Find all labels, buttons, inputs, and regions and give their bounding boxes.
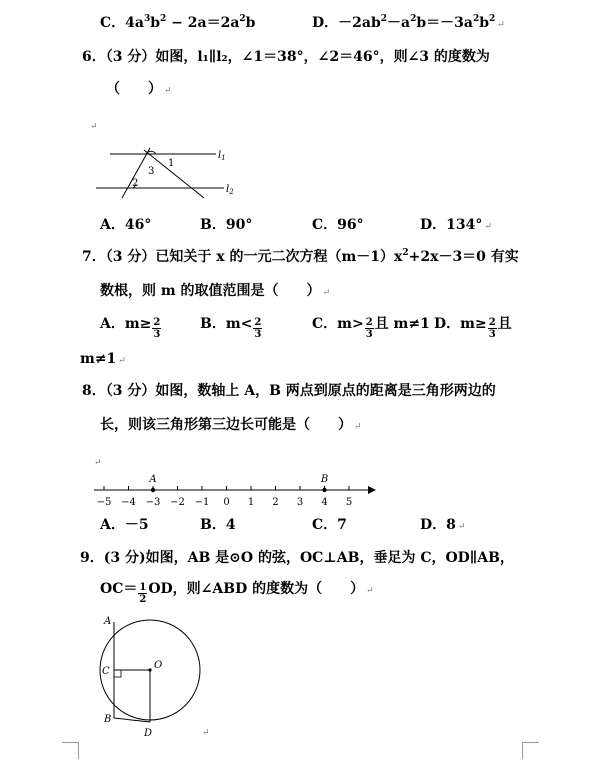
q7-stem-line2: 数根，则 m 的取值范围是（ ） ↵ (100, 283, 331, 299)
tick-label: −5 (96, 497, 112, 508)
point-a-label: A (149, 474, 157, 485)
tick-label: 1 (247, 497, 255, 508)
q8-option-c: C．7 (312, 517, 347, 533)
point-a-dot (151, 488, 155, 492)
axis-arrow (368, 486, 376, 494)
label-d: D (144, 728, 153, 739)
point-b-label: B (320, 474, 329, 485)
q7-option-a: A．m≥ $\frac{2}{3}$ (100, 316, 161, 340)
q8-stem-line1: 8．（3 分）如图，数轴上 A，B 两点到原点的距离是三角形两边的 (82, 383, 496, 399)
return-mark: ↵ (202, 728, 210, 738)
q8-option-d: D．8 ↵ (420, 517, 466, 533)
q8-option-b: B．4 (200, 517, 236, 533)
q6-option-d: D．134° ↵ (420, 217, 492, 233)
tick-label: −3 (145, 497, 161, 508)
right-angle-mark (114, 670, 121, 677)
tick-label: −1 (194, 497, 210, 508)
center-o-dot (148, 668, 151, 671)
point-b-dot (322, 488, 326, 492)
q6-option-a: A．46° (100, 217, 152, 233)
angle-3-label: 3 (148, 166, 155, 177)
tick-label: 2 (272, 497, 279, 508)
q6-option-c: C．96° (312, 217, 364, 233)
angle-2-label: 2 (132, 178, 139, 189)
tick-label: −4 (121, 497, 136, 508)
label-l1: $l_1$ (218, 150, 226, 162)
page-corner-right (522, 742, 539, 759)
return-mark: ↵ (94, 458, 102, 468)
angle-1-label: 1 (168, 158, 175, 169)
q7-option-d: D．m≥ $\frac{2}{3}$ 且 (434, 316, 512, 340)
q6-option-b: B．90° (200, 217, 253, 233)
q7-option-d-wrap: m≠1 ↵ (80, 351, 126, 367)
page-corner-left (62, 742, 79, 759)
label-a: A (104, 616, 112, 627)
q6-parallel-lines-figure (92, 140, 252, 200)
q8-stem-line2: 长，则该三角形第三边长可能是（ ） ↵ (100, 417, 362, 433)
q7-stem-line1: 7．（3 分）已知关于 x 的一元二次方程$(m-1)x^2+2x-3=0$ 有实 (82, 248, 519, 265)
tick-label: 5 (345, 497, 353, 508)
return-mark: ↵ (90, 122, 98, 132)
q9-circle-figure (92, 612, 212, 742)
label-b: B (104, 714, 112, 725)
tick-label: 4 (321, 497, 328, 508)
q7-option-b: B．m< $\frac{2}{3}$ (200, 316, 262, 340)
q8-option-a: A．－5 (100, 517, 149, 533)
tick-label: 3 (296, 497, 304, 508)
q6-stem-line1: 6．（3 分）如图，l₁∥l₂，∠1＝38°，∠2＝46°，则∠3 的度数为 (82, 49, 490, 65)
tick-label: −2 (170, 497, 185, 508)
label-l2: $l_2$ (226, 184, 234, 196)
q9-stem-line1: 9．(3 分)如图，AB 是⊙O 的弦，OC⊥AB，垂足为 C，OD∥AB， (80, 550, 514, 566)
q9-stem-line2: OC＝ $\frac{1}{2}$ OD，则∠ABD 的度数为（ ） ↵ (100, 581, 374, 605)
label-o: O (154, 660, 163, 671)
transversal-1 (122, 148, 150, 198)
q5-option-d: D．$-2ab^2-a^2b=-3a^2b^2↵$ (312, 14, 505, 31)
label-c: C (102, 666, 110, 677)
q6-stem-line2: （ ） ↵ (106, 81, 172, 97)
tick-label: 0 (223, 497, 230, 508)
q7-option-c: C．m> $\frac{2}{3}$ 且 m≠1 (312, 316, 430, 340)
q5-option-c: C．$4a^3b^2 - 2a=2a^2b$ (100, 14, 256, 31)
q8-number-line (90, 470, 380, 512)
